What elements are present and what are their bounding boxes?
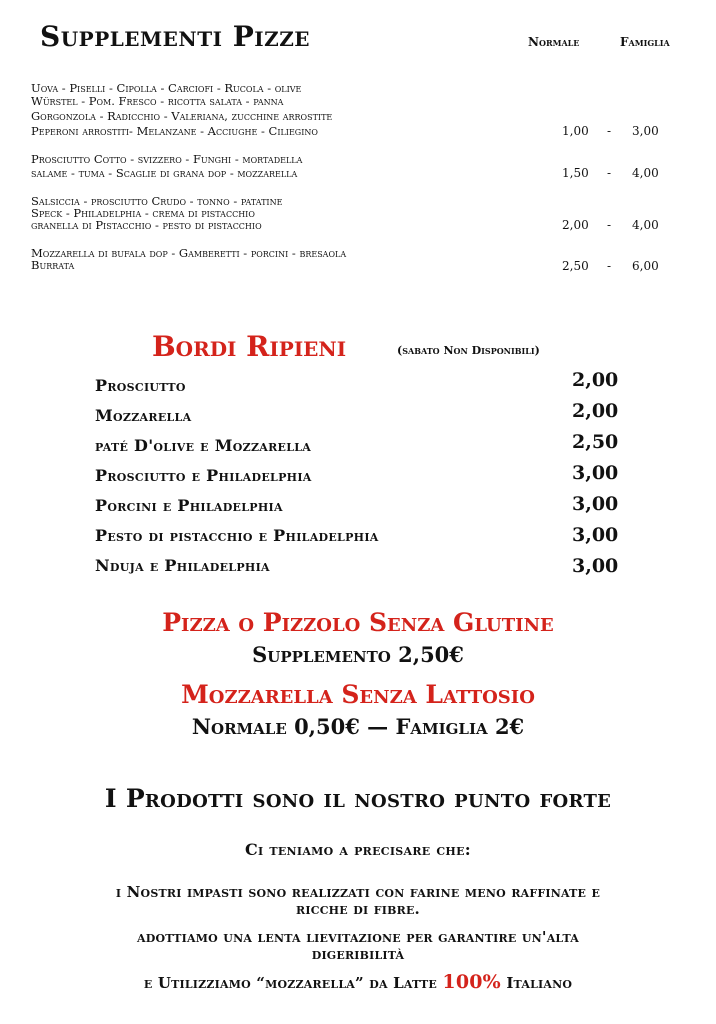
glutine-subtitle: Supplemento 2,50€ — [252, 642, 464, 667]
bordi-note: (sabato Non Disponibili) — [397, 344, 540, 357]
bordi-item-price: 3,00 — [572, 524, 619, 546]
prodotti-note-line: ricche di fibre. — [296, 900, 420, 918]
price-famiglia: 4,00 — [632, 218, 659, 232]
supplement-line: Prosciutto Cotto - svizzero - Funghi - mortadella — [31, 152, 303, 166]
lattosio-title: Mozzarella Senza Lattosio — [181, 680, 535, 709]
supplement-line: Mozzarella di bufala dop - Gamberetti - porcini - bresaola — [31, 246, 347, 260]
supplement-line: Uova - Piselli - Cipolla - Carciofi - Rucola - olive — [31, 81, 302, 95]
bordi-title: Bordi Ripieni — [152, 330, 347, 363]
prodotti-note-line — [0, 971, 716, 993]
bordi-item-name: Nduja e Philadelphia — [95, 556, 270, 575]
bordi-item-price: 3,00 — [572, 493, 619, 515]
prodotti-intro: Ci teniamo a precisare che: — [245, 840, 471, 859]
bordi-item-price: 2,00 — [572, 369, 619, 391]
bordi-item-name: Prosciutto — [95, 376, 186, 395]
supplement-line: Gorgonzola - Radicchio - Valeriana, zucchine arrostite — [31, 109, 333, 123]
note3-highlight: 100% — [442, 971, 501, 993]
bordi-item-name: Mozzarella — [95, 406, 192, 425]
bordi-item-name: Porcini e Philadelphia — [95, 496, 283, 515]
price-famiglia: 6,00 — [632, 259, 659, 273]
price-separator: - — [607, 218, 612, 232]
bordi-item-price: 2,50 — [572, 431, 619, 453]
lattosio-subtitle: Normale 0,50€ — Famiglia 2€ — [191, 714, 525, 739]
bordi-item-price: 3,00 — [572, 462, 619, 484]
price-normale: 1,50 — [562, 166, 589, 180]
prodotti-title: I Prodotti sono il nostro punto forte — [104, 784, 612, 813]
bordi-item-name: Pesto di pistacchio e Philadelphia — [95, 526, 379, 545]
supplement-line: Salsiccia - prosciutto Crudo - tonno - patatine — [31, 194, 283, 208]
supplementi-title: Supplementi Pizze — [40, 20, 311, 53]
glutine-title: Pizza o Pizzolo Senza Glutine — [162, 608, 554, 637]
note3-text-after: Italiano — [500, 974, 573, 992]
price-famiglia: 4,00 — [632, 166, 659, 180]
supplement-line: salame - tuma - Scaglie di grana dop - mozzarella — [31, 166, 298, 180]
price-normale: 2,50 — [562, 259, 589, 273]
supplement-line: granella di Pistacchio - pesto di pistacchio — [31, 218, 262, 232]
prodotti-note-line: adottiamo una lenta lievitazione per garantire un'alta — [137, 928, 579, 946]
bordi-item-price: 2,00 — [572, 400, 619, 422]
supplement-line: Speck - Philadelphia - crema di pistacchio — [31, 206, 255, 220]
price-separator: - — [607, 124, 612, 138]
column-header-famiglia: Famiglia — [620, 35, 670, 49]
note3-text-before: e Utilizziamo “mozzarella” da Latte — [143, 974, 443, 992]
price-normale: 1,00 — [562, 124, 589, 138]
prodotti-note-line: i Nostri impasti sono realizzati con farine meno raffinate e — [115, 883, 601, 901]
supplement-line: Würstel - Pom. Fresco - ricotta salata - panna — [31, 94, 284, 108]
price-normale: 2,00 — [562, 218, 589, 232]
column-header-normale: Normale — [528, 35, 580, 49]
price-famiglia: 3,00 — [632, 124, 659, 138]
supplement-line: Burrata — [31, 258, 75, 272]
supplement-line: Peperoni arrostiti- Melanzane - Acciughe - Ciliegino — [31, 124, 318, 138]
prodotti-note-line: digeribilità — [311, 945, 405, 963]
bordi-item-price: 3,00 — [572, 555, 619, 577]
price-separator: - — [607, 259, 612, 273]
price-separator: - — [607, 166, 612, 180]
bordi-item-name: paté D'olive e Mozzarella — [95, 436, 312, 455]
bordi-item-name: Prosciutto e Philadelphia — [95, 466, 312, 485]
